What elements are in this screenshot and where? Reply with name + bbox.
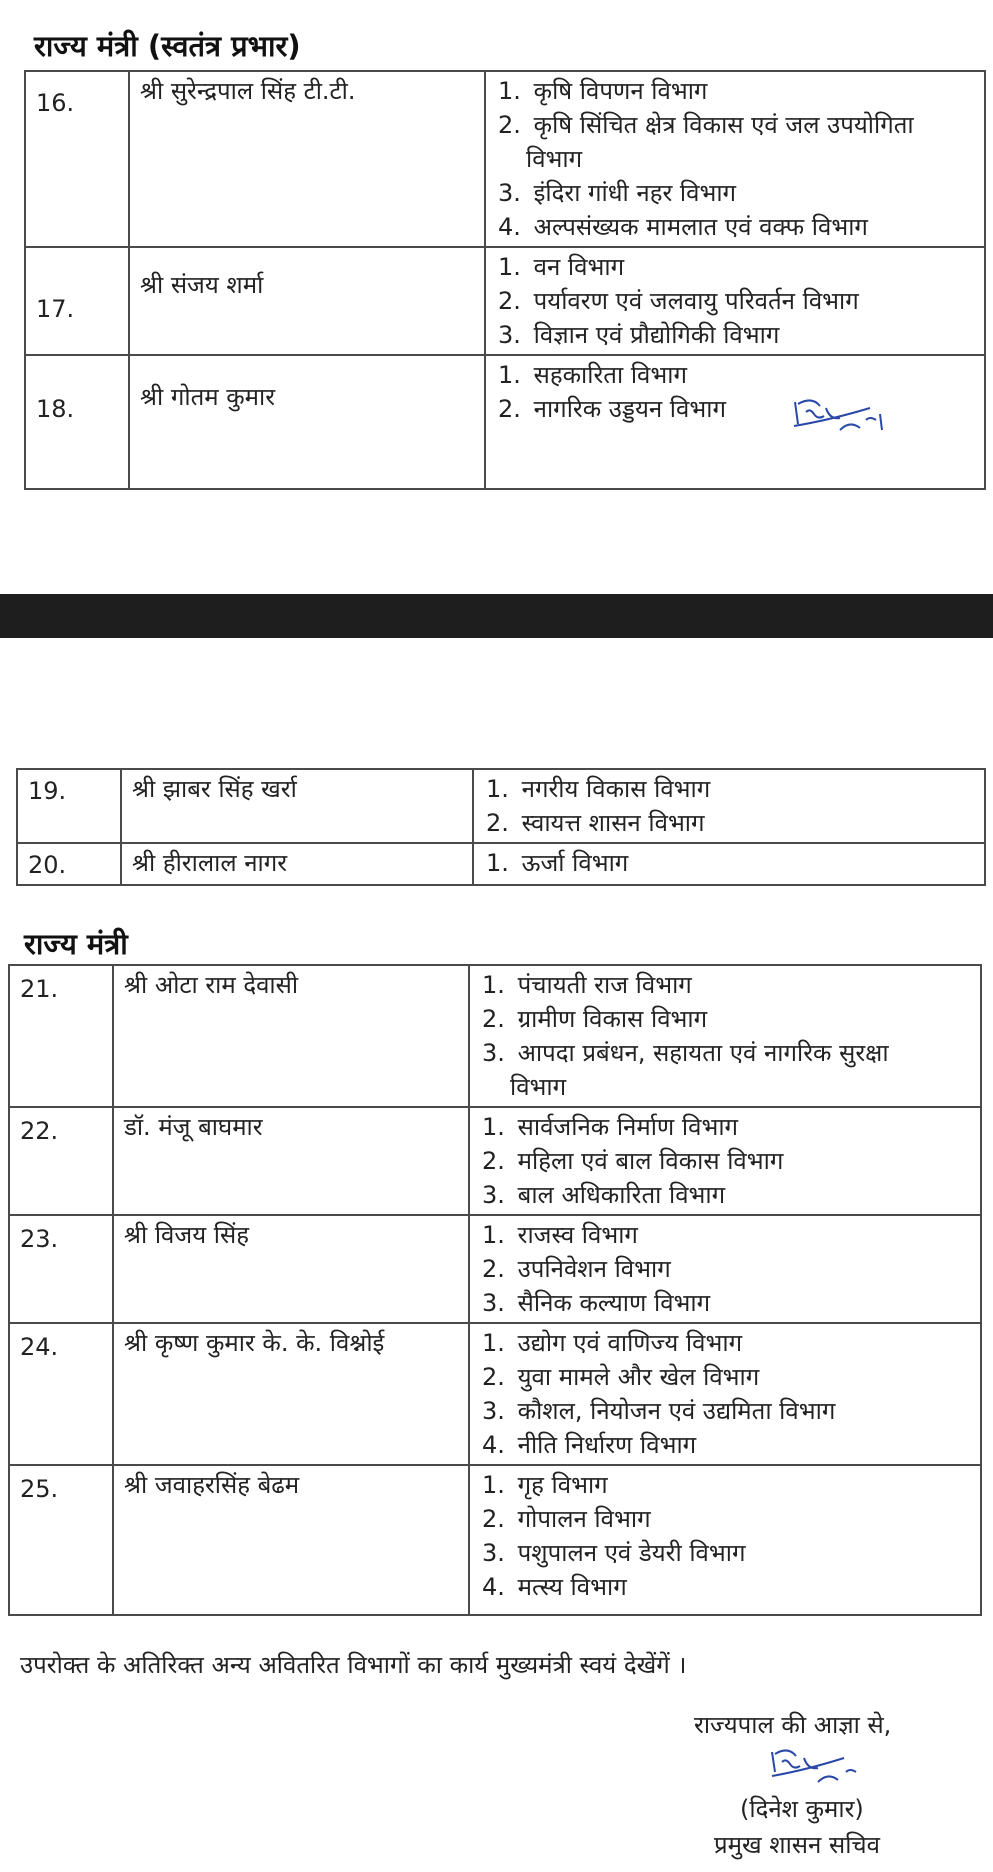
table-row: [9, 1323, 981, 1465]
department-item: 3. कौशल, नियोजन एवं उद्यमिता विभाग: [482, 1397, 836, 1425]
minister-name: डॉ. मंजू बाघमार: [113, 1107, 469, 1215]
department-item: 2. महिला एवं बाल विकास विभाग: [482, 1147, 784, 1175]
department-list: [469, 1215, 981, 1323]
row-number: 21.: [9, 965, 113, 1107]
section-heading-state-ministers: राज्य मंत्री: [24, 927, 128, 961]
table-row: [25, 71, 985, 247]
table-row: [17, 843, 985, 885]
initials-signature-mark: [790, 390, 910, 440]
row-number: 22.: [9, 1107, 113, 1215]
department-item: 3. इंदिरा गांधी नहर विभाग: [498, 179, 737, 207]
department-item: 2. युवा मामले और खेल विभाग: [482, 1363, 760, 1391]
department-item: 2. नागरिक उड्डयन विभाग: [498, 395, 726, 423]
row-number: 24.: [9, 1323, 113, 1465]
department-list: [485, 71, 985, 247]
minister-name: श्री कृष्ण कुमार के. के. विश्नोई: [113, 1323, 469, 1465]
department-list: [469, 965, 981, 1107]
department-item-continuation: विभाग: [526, 145, 583, 173]
footer-note: उपरोक्त के अतिरिक्त अन्य अवितरित विभागों का कार्य मुख्यमंत्री स्वयं देखेंगें ।: [20, 1651, 687, 1679]
department-item: 1. कृषि विपणन विभाग: [498, 77, 708, 105]
row-number: 19.: [17, 769, 121, 843]
department-item: 2. ग्रामीण विकास विभाग: [482, 1005, 708, 1033]
row-number: 25.: [9, 1465, 113, 1615]
department-item: 1. वन विभाग: [498, 253, 625, 281]
department-item: 1. सहकारिता विभाग: [498, 361, 687, 389]
department-list: [469, 1465, 981, 1615]
minister-name: श्री सुरेन्द्रपाल सिंह टी.टी.: [129, 71, 485, 247]
department-item: 1. ऊर्जा विभाग: [486, 849, 629, 877]
department-list: [469, 1107, 981, 1215]
department-item: 1. गृह विभाग: [482, 1471, 608, 1499]
signatory-name: (दिनेश कुमार): [740, 1795, 864, 1823]
department-item: 3. बाल अधिकारिता विभाग: [482, 1181, 726, 1209]
department-item: 2. पर्यावरण एवं जलवायु परिवर्तन विभाग: [498, 287, 859, 315]
signatory-designation: प्रमुख शासन सचिव: [714, 1831, 881, 1859]
minister-name: श्री गोतम कुमार: [129, 355, 485, 489]
table-row: [9, 965, 981, 1107]
department-item: 4. अल्पसंख्यक मामलात एवं वक्फ विभाग: [498, 213, 868, 241]
department-list: [485, 247, 985, 355]
section-heading-state-ministers-independent: राज्य मंत्री (स्वतंत्र प्रभार): [34, 29, 301, 63]
table-row: [9, 1465, 981, 1615]
signature-line1: राज्यपाल की आज्ञा से,: [694, 1711, 892, 1739]
department-item: 2. कृषि सिंचित क्षेत्र विकास एवं जल उपयोगिता: [498, 111, 914, 139]
initials-signature-mark: [766, 1742, 876, 1790]
row-number: 17.: [25, 247, 129, 355]
department-list: [469, 1323, 981, 1465]
department-item: 3. आपदा प्रबंधन, सहायता एवं नागरिक सुरक्षा: [482, 1039, 889, 1067]
row-number: 18.: [25, 355, 129, 489]
table-row: [25, 247, 985, 355]
table-row: [9, 1215, 981, 1323]
minister-name: श्री संजय शर्मा: [129, 247, 485, 355]
department-list: [485, 355, 985, 489]
page-separator: [0, 594, 993, 638]
row-number: 20.: [17, 843, 121, 885]
ministers-table-3: [8, 964, 982, 1616]
table-row: [17, 769, 985, 843]
department-item: 4. मत्स्य विभाग: [482, 1573, 627, 1601]
department-item: 4. नीति निर्धारण विभाग: [482, 1431, 697, 1459]
department-item: 2. गोपालन विभाग: [482, 1505, 651, 1533]
department-item: 3. सैनिक कल्याण विभाग: [482, 1289, 711, 1317]
minister-name: श्री जवाहरसिंह बेढम: [113, 1465, 469, 1615]
minister-name: श्री ओटा राम देवासी: [113, 965, 469, 1107]
department-item: 1. सार्वजनिक निर्माण विभाग: [482, 1113, 739, 1141]
row-number: 16.: [25, 71, 129, 247]
department-item: 1. पंचायती राज विभाग: [482, 971, 692, 999]
department-item: 3. पशुपालन एवं डेयरी विभाग: [482, 1539, 746, 1567]
department-item-continuation: विभाग: [510, 1073, 567, 1101]
department-list: [473, 769, 985, 843]
department-list: [473, 843, 985, 885]
ministers-table-2: [16, 768, 986, 886]
minister-name: श्री झाबर सिंह खर्रा: [121, 769, 473, 843]
department-item: 1. राजस्व विभाग: [482, 1221, 638, 1249]
table-row: [9, 1107, 981, 1215]
minister-name: श्री हीरालाल नागर: [121, 843, 473, 885]
department-item: 2. स्वायत्त शासन विभाग: [486, 809, 705, 837]
department-item: 1. उद्योग एवं वाणिज्य विभाग: [482, 1329, 743, 1357]
department-item: 2. उपनिवेशन विभाग: [482, 1255, 671, 1283]
row-number: 23.: [9, 1215, 113, 1323]
department-item: 1. नगरीय विकास विभाग: [486, 775, 711, 803]
department-item: 3. विज्ञान एवं प्रौद्योगिकी विभाग: [498, 321, 780, 349]
minister-name: श्री विजय सिंह: [113, 1215, 469, 1323]
